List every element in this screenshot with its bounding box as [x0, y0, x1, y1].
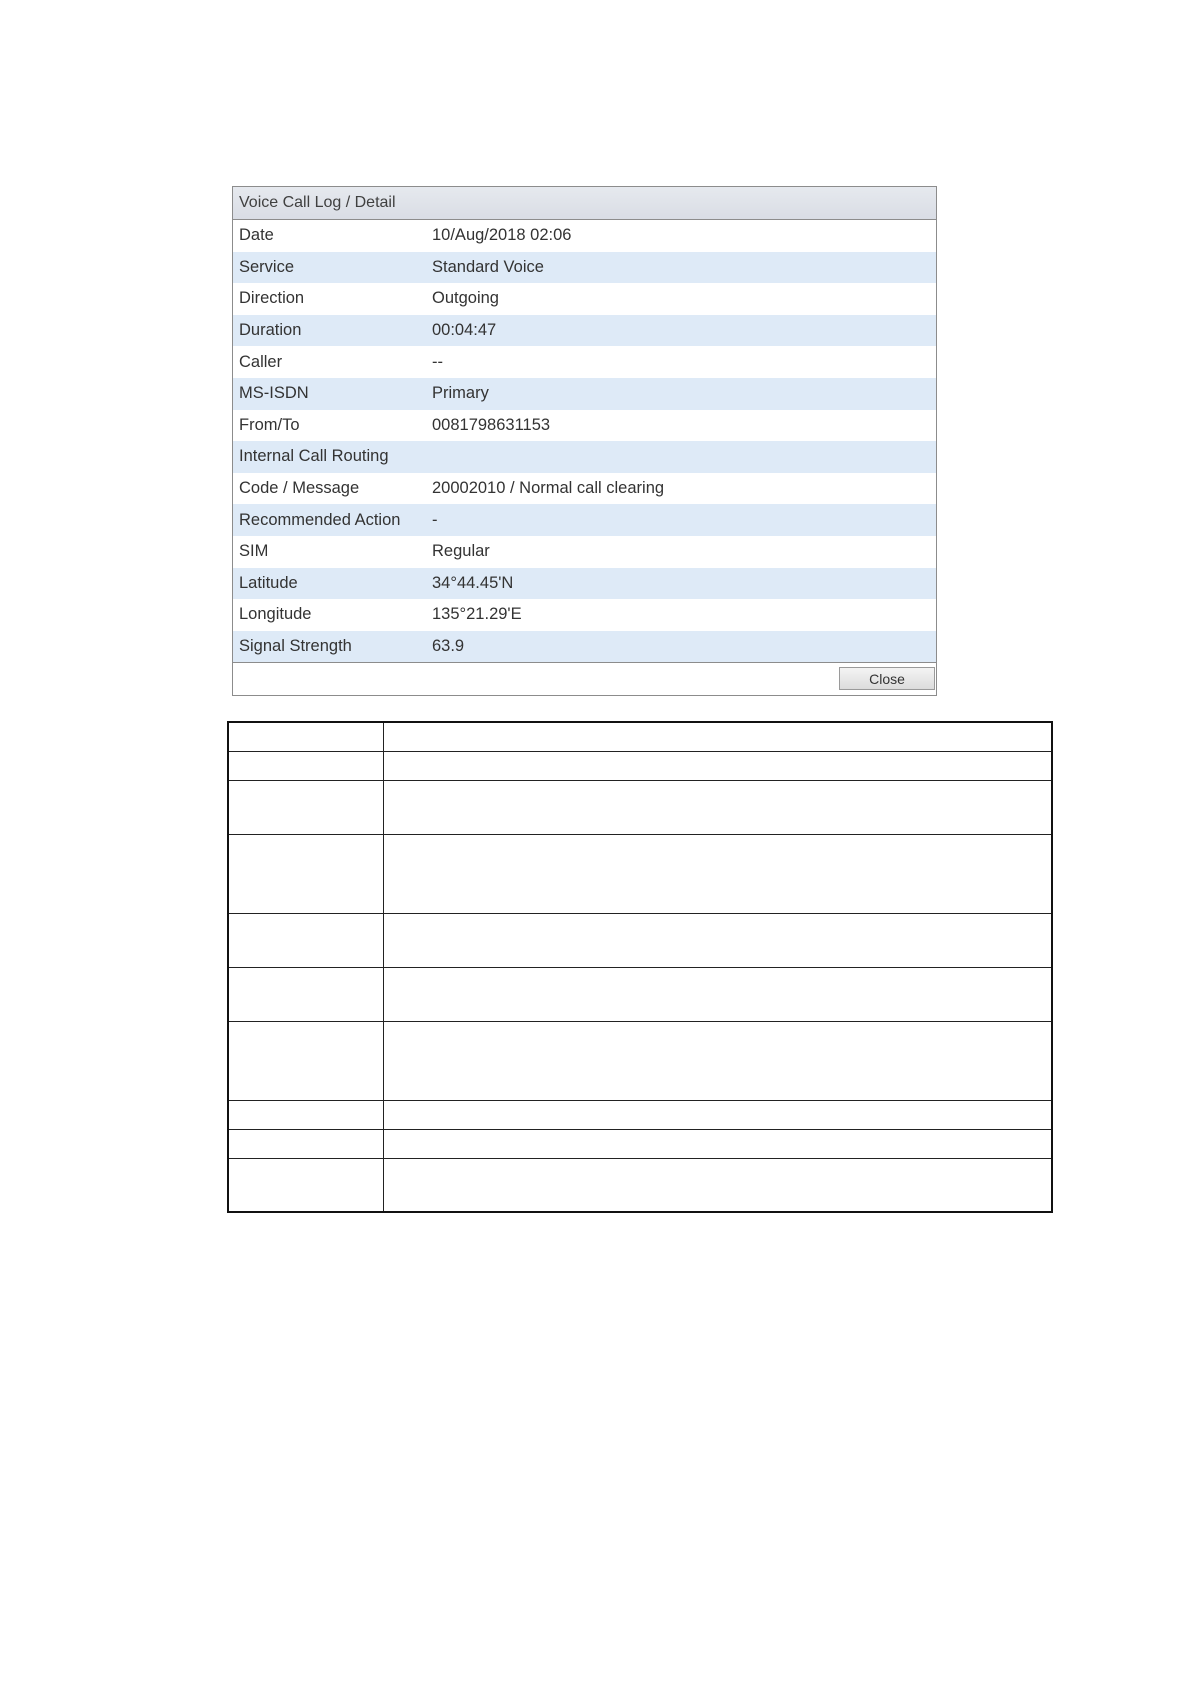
detail-row-sim	[233, 536, 936, 568]
detail-row-latitude	[233, 568, 936, 600]
row-value	[426, 441, 936, 473]
table-cell	[384, 722, 1053, 751]
row-value: 135°21.29'E	[432, 605, 522, 624]
description-table	[227, 721, 1053, 1213]
table-cell	[228, 722, 384, 751]
row-label: Longitude	[239, 605, 312, 624]
row-label: Service	[233, 252, 426, 284]
row-value: 20002010 / Normal call clearing	[432, 479, 665, 498]
row-value: Primary	[426, 378, 936, 410]
detail-row-code-message	[233, 473, 936, 505]
row-value: 34°44.45'N	[426, 568, 936, 600]
table-cell	[384, 913, 1053, 967]
row-value: -	[426, 504, 936, 536]
detail-row-from-to	[233, 410, 936, 442]
table-cell	[228, 834, 384, 913]
row-label: Caller	[239, 352, 283, 371]
row-value: 63.9	[426, 631, 936, 663]
table-cell	[384, 780, 1053, 834]
table-row	[228, 780, 1052, 834]
row-value: Outgoing	[432, 289, 499, 308]
row-label: Code / Message	[239, 479, 360, 498]
row-value: --	[432, 352, 443, 371]
table-cell	[384, 834, 1053, 913]
voice-call-log-detail-dialog	[232, 186, 937, 696]
row-label: Latitude	[233, 568, 426, 600]
row-label: Date	[239, 226, 274, 245]
table-row	[228, 1158, 1052, 1212]
row-label: Signal Strength	[233, 631, 426, 663]
row-value: 0081798631153	[432, 415, 551, 434]
table-row	[228, 834, 1052, 913]
close-button[interactable]: Close	[839, 667, 935, 690]
dialog-title: Voice Call Log / Detail	[233, 187, 936, 220]
row-label: Direction	[239, 289, 305, 308]
detail-row-signal-strength	[233, 631, 936, 663]
row-label: MS-ISDN	[233, 378, 426, 410]
detail-row-date	[233, 220, 936, 252]
detail-row-caller	[233, 346, 936, 378]
table-cell	[228, 1021, 384, 1100]
table-cell	[228, 751, 384, 780]
table-cell	[228, 913, 384, 967]
table-cell	[384, 1021, 1053, 1100]
table-row	[228, 1100, 1052, 1129]
table-cell	[384, 967, 1053, 1021]
row-label: From/To	[239, 415, 300, 434]
row-value: 10/Aug/2018 02:06	[432, 226, 572, 245]
table-cell	[384, 1158, 1053, 1212]
row-label: Internal Call Routing	[233, 441, 426, 473]
table-cell	[384, 1129, 1053, 1158]
row-label: Duration	[233, 315, 426, 347]
detail-row-service	[233, 252, 936, 284]
table-cell	[228, 967, 384, 1021]
row-value: 00:04:47	[426, 315, 936, 347]
detail-table	[233, 220, 936, 662]
row-label: Recommended Action	[233, 504, 426, 536]
detail-row-ms-isdn	[233, 378, 936, 410]
table-row	[228, 722, 1052, 751]
table-cell	[228, 1158, 384, 1212]
row-label: SIM	[239, 542, 269, 561]
table-cell	[228, 780, 384, 834]
dialog-footer	[233, 662, 936, 695]
table-cell	[384, 751, 1053, 780]
detail-row-recommended-action	[233, 504, 936, 536]
row-value: Standard Voice	[426, 252, 936, 284]
table-row	[228, 751, 1052, 780]
table-cell	[384, 1100, 1053, 1129]
table-cell	[228, 1100, 384, 1129]
detail-row-longitude	[233, 599, 936, 631]
row-value: Regular	[432, 542, 490, 561]
detail-row-duration	[233, 315, 936, 347]
table-row	[228, 967, 1052, 1021]
table-cell	[228, 1129, 384, 1158]
detail-row-direction	[233, 283, 936, 315]
detail-row-internal-call-routing	[233, 441, 936, 473]
table-row	[228, 1021, 1052, 1100]
table-row	[228, 913, 1052, 967]
table-row	[228, 1129, 1052, 1158]
